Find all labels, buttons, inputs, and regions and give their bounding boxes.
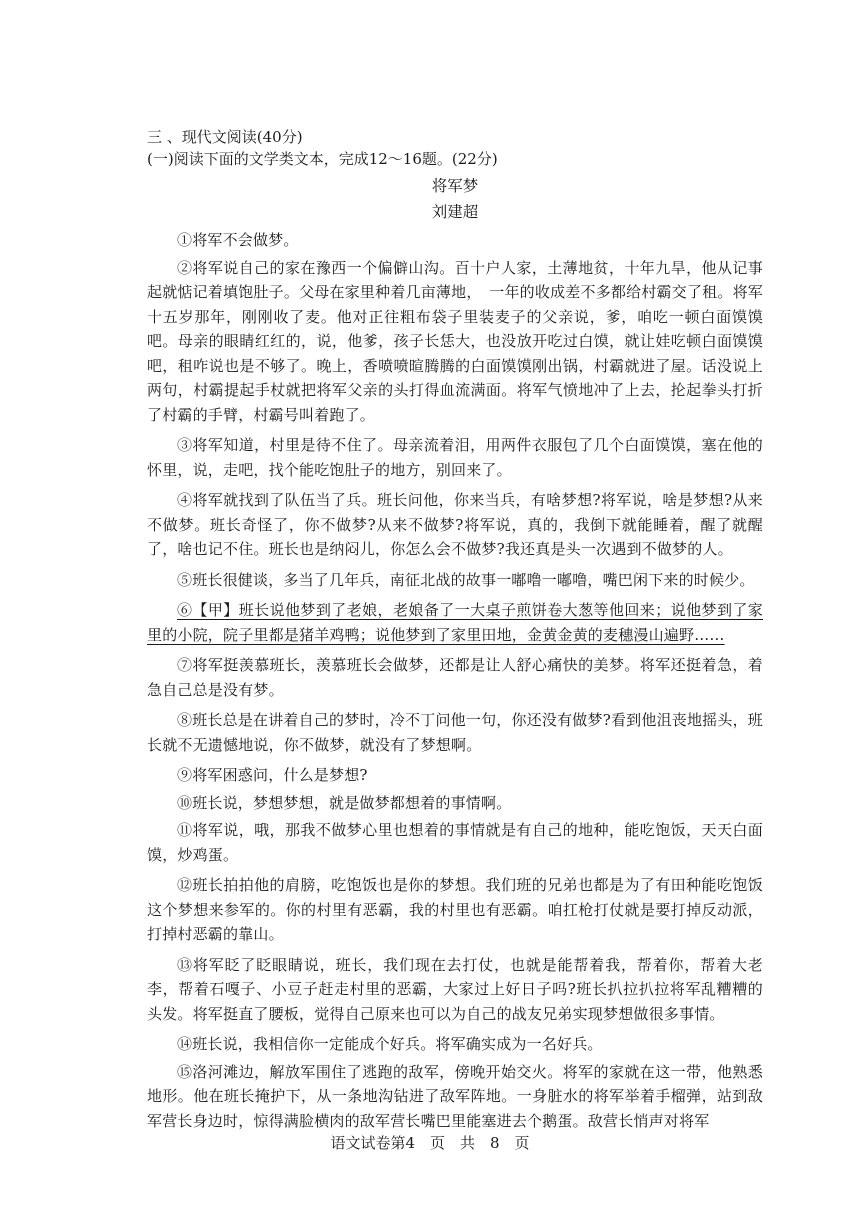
paragraph-8: ⑧班长总是在讲着自己的梦时，冷不丁问他一句，你还没有做梦?看到他沮丧地摇头，班长就不无遗憾地说，你不做梦，就没有了梦想啊。 [147, 711, 763, 754]
paragraph-7: ⑦将军挺羡慕班长，羡慕班长会做梦，还都是让人舒心痛快的美梦。将军还挺着急，着急自己总是没有梦。 [147, 656, 763, 699]
reading-section [147, 126, 763, 1139]
story-author: 刘建超 [431, 203, 479, 221]
paragraph-13: ⑬将军眨了眨眼睛说，班长，我们现在去打仗，也就是能帮着我，帮着你，帮着大老李，帮着石嘎子、小豆子赶走村里的恶霸，大家过上好日子吗?班长扒拉扒拉将军乱糟糟的头发。将军挺直了腰板，觉得自己原来也可以为自己的战友兄弟实现梦想做很多事情。 [147, 955, 763, 1023]
paragraph-11: ⑪将军说，哦，那我不做梦心里也想着的事情就是有自己的地种，能吃饱饭，天天白面馍，炒鸡蛋。 [147, 821, 763, 864]
paragraph-4: ④将军就找到了队伍当了兵。班长问他，你来当兵，有啥梦想?将军说，啥是梦想?从来不做梦。班长奇怪了，你不做梦?从来不做梦?将军说，真的，我倒下就能睡着，醒了就醒了，啥也记不住。班长也是纳闷儿，你怎么会不做梦?我还真是头一次遇到不做梦的人。 [147, 491, 763, 558]
story-title: 将军梦 [431, 177, 479, 195]
paragraph-6 [147, 598, 763, 647]
paragraph-5: ⑤班长很健谈，多当了几年兵，南征北战的故事一嘟噜一嘟噜，嘴巴闲下来的时候少。 [177, 570, 755, 589]
paragraph-14: ⑭班长说，我相信你一定能成个好兵。将军确实成为一名好兵。 [177, 1035, 603, 1053]
paragraph-15: ⑮洛河滩边，解放军围住了逃跑的敌军，傍晚开始交火。将军的家就在这一带，他熟悉地形。他在班长掩护下，从一条地沟钻进了敌军阵地。一身脏水的将军举着手榴弹，站到敌军营长身边时，惊得满脸横肉的敌军营长嘴巴里能塞进去个鹅蛋。敌营长悄声对将军 [147, 1062, 763, 1130]
paragraph-6-underlined-text: 班长说他梦到了老娘，老娘备了一大桌子煎饼卷大葱等他回来；说他梦到了家里的小院，院子里都是猪羊鸡鸭；说他梦到了家里田地，金黄金黄的麦穗漫山遍野…… [147, 601, 763, 644]
paragraph-2: ②将军说自己的家在豫西一个偏僻山沟。百十户人家，土薄地贫，十年九旱，他从记事起就惦记着填饱肚子。父母在家里种着几亩薄地， 一年的收成差不多都给村霸交了租。将军十五岁那年，刚刚收了麦。他对正往粗布袋子里装麦子的父亲说，爹，咱吃一顿白面馍馍吧。母亲的眼睛红红的，说，他爹，孩子长恁大，也没放开吃过白馍，就让娃吃顿白面馍馍吧，租咋说也是不够了。晚上，香喷喷暄腾腾的白面馍馍刚出锅，村霸就进了屋。话没说上两句，村霸提起手杖就把将军父亲的头打得血流满面。将军气愤地冲了上去，抡起拳头打折了村霸的手臂，村霸号叫着跑了。 [147, 258, 763, 424]
subsection-title: (一)阅读下面的文学类文本，完成12～16题。(22分) [147, 150, 498, 168]
paragraph-9: ⑨将军困惑问，什么是梦想? [177, 766, 368, 784]
paragraph-3: ③将军知道，村里是待不住了。母亲流着泪，用两件衣服包了几个白面馍馍，塞在他的怀里，说，走吧，找个能吃饱肚子的地方，别回来了。 [147, 436, 763, 479]
paragraph-12: ⑫班长拍拍他的肩膀，吃饱饭也是你的梦想。我们班的兄弟也都是为了有田种能吃饱饭这个梦想来参军的。你的村里有恶霸，我的村里也有恶霸。咱扛枪打仗就是要打掉反动派，打掉村恶霸的靠山。 [147, 876, 763, 943]
paragraph-10: ⑩班长说，梦想梦想，就是做梦都想着的事情啊。 [177, 793, 512, 812]
section-title: 三 、现代文阅读(40分) [147, 128, 303, 146]
page-footer: 语文试卷第4 页 共 8 页 [330, 1134, 530, 1152]
paragraph-1: ①将军不会做梦。 [177, 231, 299, 249]
paragraph-6-marker: ⑥【甲】 [177, 601, 239, 619]
